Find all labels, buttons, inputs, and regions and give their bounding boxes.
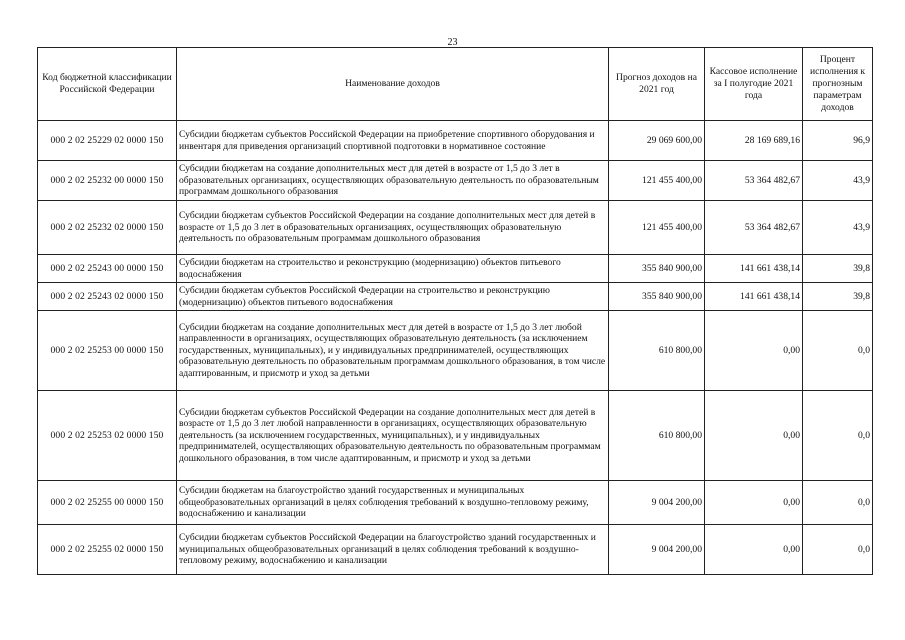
row-code: 000 2 02 25243 02 0000 150 bbox=[38, 283, 177, 311]
header-forecast: Прогноз доходов на 2021 год bbox=[609, 48, 705, 121]
table-row bbox=[38, 161, 873, 201]
row-code: 000 2 02 25253 00 0000 150 bbox=[38, 311, 177, 391]
row-forecast: 355 840 900,00 bbox=[609, 255, 705, 283]
row-cash: 141 661 438,14 bbox=[705, 255, 803, 283]
row-percent: 43,9 bbox=[803, 161, 873, 201]
row-forecast: 121 455 400,00 bbox=[609, 201, 705, 255]
row-name: Субсидии бюджетам субъектов Российской Федерации на приобретение спортивного оборудования и инвентаря для приведения организаций спортивной подготовки в нормативное состояние bbox=[177, 121, 609, 161]
row-cash: 53 364 482,67 bbox=[705, 161, 803, 201]
row-percent: 0,0 bbox=[803, 525, 873, 575]
row-cash: 0,00 bbox=[705, 481, 803, 525]
row-forecast: 9 004 200,00 bbox=[609, 525, 705, 575]
row-forecast: 29 069 600,00 bbox=[609, 121, 705, 161]
header-cash-execution: Кассовое исполнение за I полугодие 2021 года bbox=[705, 48, 803, 121]
header-name: Наименование доходов bbox=[177, 48, 609, 121]
row-percent: 43,9 bbox=[803, 201, 873, 255]
row-name: Субсидии бюджетам на создание дополнительных мест для детей в возрасте от 1,5 до 3 лет любой направленности в организациях, осуществляющих образовательную деятельность (за исключением государственных, муниципальных), и у индивидуальных предпринимателей, осуществляющих образовательную деятельность по образовательным программам дошкольного образования, в том числе адаптированным, и присмотр и уход за детьми bbox=[177, 311, 609, 391]
table-row bbox=[38, 121, 873, 161]
row-name: Субсидии бюджетам субъектов Российской Федерации на создание дополнительных мест для детей в возрасте от 1,5 до 3 лет в образовательных организациях, осуществляющих образовательную деятельность по образовательным программам дошкольного образования bbox=[177, 201, 609, 255]
row-percent: 0,0 bbox=[803, 311, 873, 391]
row-code: 000 2 02 25229 02 0000 150 bbox=[38, 121, 177, 161]
table-row bbox=[38, 525, 873, 575]
row-percent: 0,0 bbox=[803, 391, 873, 481]
row-name: Субсидии бюджетам на создание дополнительных мест для детей в возрасте от 1,5 до 3 лет в образовательных организациях, осуществляющих образовательную деятельность по образовательным программам дошкольного образования bbox=[177, 161, 609, 201]
row-forecast: 355 840 900,00 bbox=[609, 283, 705, 311]
table-row bbox=[38, 201, 873, 255]
header-code: Код бюджетной классификации Российской Федерации bbox=[38, 48, 177, 121]
row-code: 000 2 02 25243 00 0000 150 bbox=[38, 255, 177, 283]
row-cash: 28 169 689,16 bbox=[705, 121, 803, 161]
row-name: Субсидии бюджетам на строительство и реконструкцию (модернизацию) объектов питьевого водоснабжения bbox=[177, 255, 609, 283]
row-cash: 0,00 bbox=[705, 391, 803, 481]
row-percent: 96,9 bbox=[803, 121, 873, 161]
row-forecast: 121 455 400,00 bbox=[609, 161, 705, 201]
table-row bbox=[38, 283, 873, 311]
table-header-row bbox=[38, 48, 873, 121]
row-percent: 0,0 bbox=[803, 481, 873, 525]
row-cash: 0,00 bbox=[705, 311, 803, 391]
table-row bbox=[38, 481, 873, 525]
row-name: Субсидии бюджетам субъектов Российской Федерации на создание дополнительных мест для детей в возрасте от 1,5 до 3 лет любой направленности в организациях, осуществляющих образовательную деятельность (за исключением государственных, муниципальных), и у индивидуальных предпринимателей, осуществляющих образовательную деятельность по образовательным программам дошкольного образования, в том числе адаптированным, и присмотр и уход за детьми bbox=[177, 391, 609, 481]
revenue-table bbox=[37, 47, 873, 575]
row-percent: 39,8 bbox=[803, 283, 873, 311]
table-row bbox=[38, 311, 873, 391]
row-name: Субсидии бюджетам субъектов Российской Федерации на строительство и реконструкцию (модернизацию) объектов питьевого водоснабжения bbox=[177, 283, 609, 311]
row-code: 000 2 02 25232 02 0000 150 bbox=[38, 201, 177, 255]
row-cash: 0,00 bbox=[705, 525, 803, 575]
row-cash: 141 661 438,14 bbox=[705, 283, 803, 311]
row-cash: 53 364 482,67 bbox=[705, 201, 803, 255]
table-row bbox=[38, 255, 873, 283]
row-percent: 39,8 bbox=[803, 255, 873, 283]
header-percent: Процент исполнения к прогнозным параметрам доходов bbox=[803, 48, 873, 121]
row-code: 000 2 02 25232 00 0000 150 bbox=[38, 161, 177, 201]
row-forecast: 610 800,00 bbox=[609, 391, 705, 481]
row-forecast: 610 800,00 bbox=[609, 311, 705, 391]
page-number: 23 bbox=[447, 37, 458, 48]
row-name: Субсидии бюджетам на благоустройство зданий государственных и муниципальных общеобразовательных организаций в целях соблюдения требований к воздушно-тепловому режиму, водоснабжению и канализации bbox=[177, 481, 609, 525]
row-forecast: 9 004 200,00 bbox=[609, 481, 705, 525]
row-code: 000 2 02 25255 00 0000 150 bbox=[38, 481, 177, 525]
row-code: 000 2 02 25255 02 0000 150 bbox=[38, 525, 177, 575]
row-name: Субсидии бюджетам субъектов Российской Федерации на благоустройство зданий государственных и муниципальных общеобразовательных организаций в целях соблюдения требований к воздушно-тепловому режиму, водоснабжению и канализации bbox=[177, 525, 609, 575]
row-code: 000 2 02 25253 02 0000 150 bbox=[38, 391, 177, 481]
table-row bbox=[38, 391, 873, 481]
